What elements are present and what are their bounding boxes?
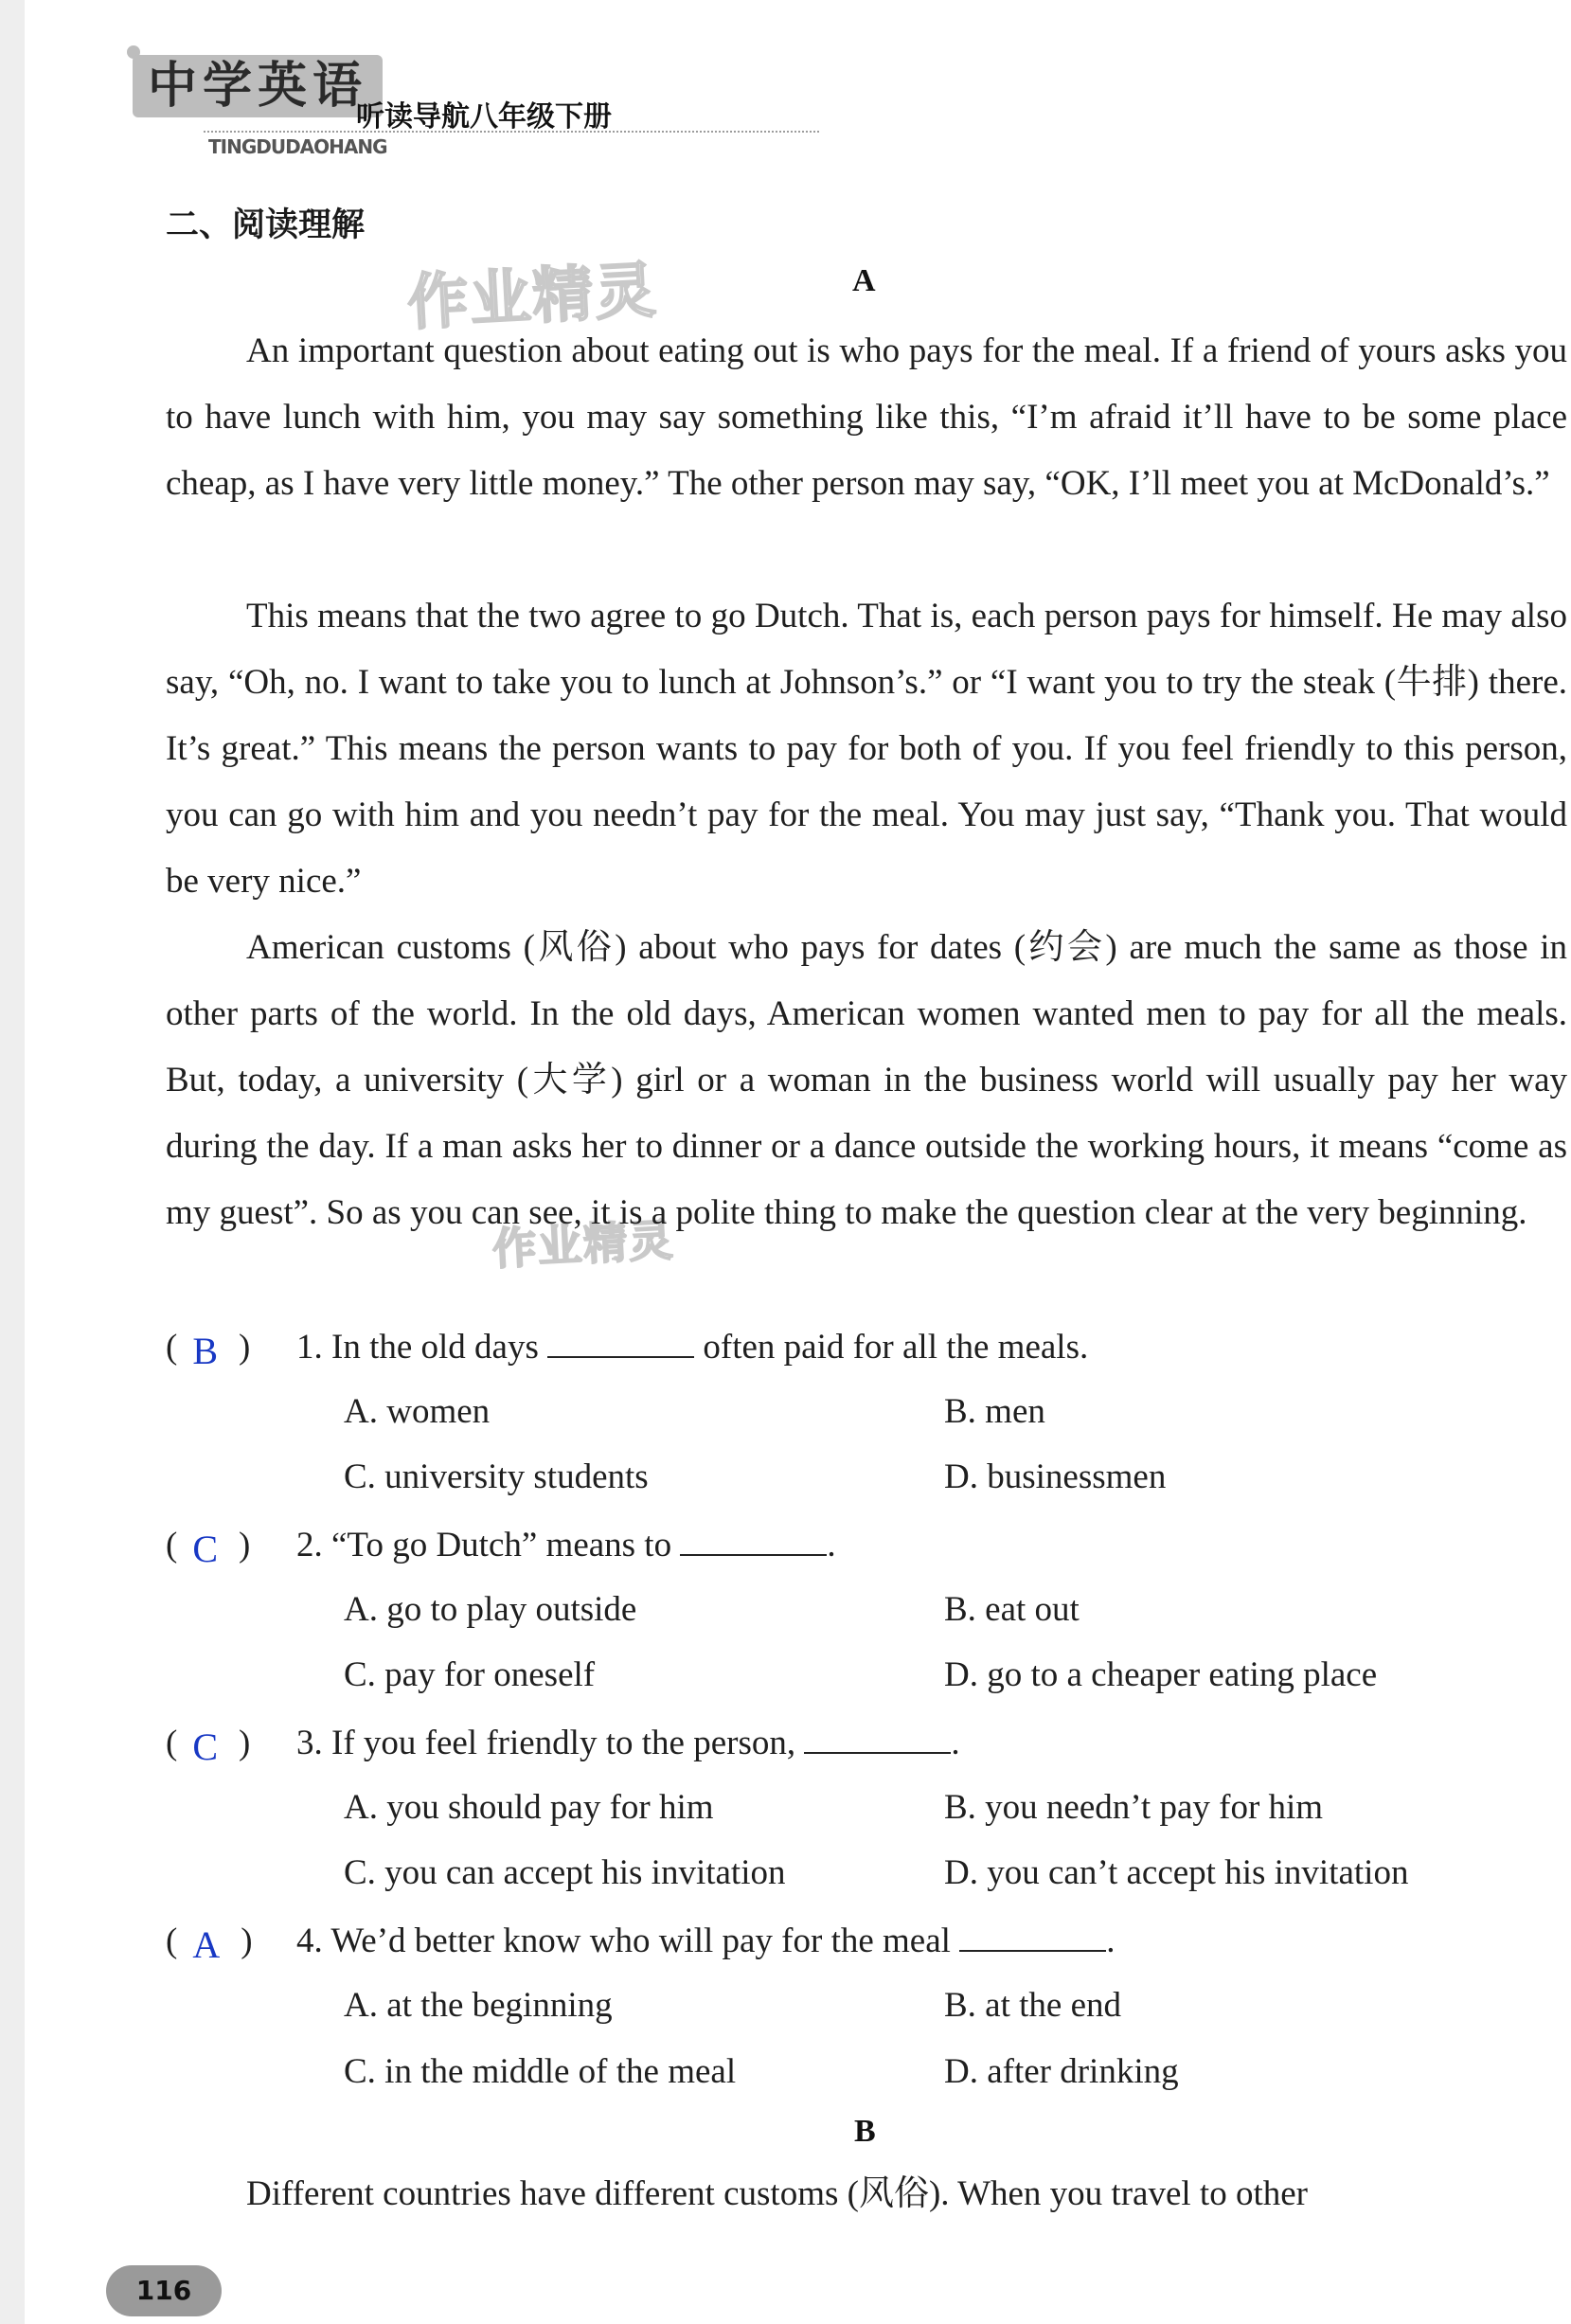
passage-a-paragraph: American customs (风俗) about who pays for dates (约会) are much the same as those in other parts of the world. In the old days, American women wanted men to pay for all the meals. But, today, a university (大学) girl or a woman in the business world will usually pay her way during the day. If a man asks her to dinner or a dance outside the working hours, it means “come as my guest”. So as you can see, it is a polite thing to make the question clear at the very beginning. — [166, 928, 1567, 1232]
question-stem: 2. “To go Dutch” means to — [296, 1526, 672, 1564]
answer-blank — [804, 1724, 951, 1754]
option-d: D. businessmen — [944, 1457, 1167, 1496]
answer-paren-close: ) — [239, 1526, 251, 1564]
answer-blank — [959, 1922, 1106, 1952]
brand-header — [133, 45, 720, 169]
question-3 — [166, 1718, 960, 1767]
answer-blank — [680, 1526, 827, 1556]
option-c: C. you can accept his invitation — [344, 1853, 786, 1892]
passage-a-paragraph: This means that the two agree to go Dutch. That is, each person pays for himself. He may also say, “Oh, no. I want to take you to lunch at Johnson’s.” or “I want you to try the steak (牛排) there. It’s great.” This means the person wants to pay for both of you. If you feel friendly to this person, you can go with him and you needn’t pay for the meal. You may just say, “Thank you. That would be very nice.” — [166, 597, 1567, 901]
section-title: 二、阅读理解 — [166, 206, 366, 244]
answer-blank — [547, 1328, 694, 1358]
passage-b-letter: B — [854, 2114, 876, 2149]
answer-paren-open: ( — [166, 1922, 178, 1960]
page-number: 116 — [106, 2265, 222, 2316]
answer-paren-open: ( — [166, 1526, 178, 1564]
question-1 — [166, 1322, 1088, 1371]
question-4 — [166, 1916, 1115, 1965]
option-a: A. at the beginning — [344, 1986, 613, 2025]
answer-mark: C — [192, 1725, 219, 1768]
question-stem-end: . — [951, 1724, 960, 1762]
answer-paren-open: ( — [166, 1328, 178, 1367]
option-b: B. you needn’t pay for him — [944, 1788, 1324, 1827]
option-b: B. eat out — [944, 1590, 1080, 1629]
brand-divider — [204, 131, 819, 133]
passage-a-letter: A — [852, 263, 876, 298]
option-d: D. you can’t accept his invitation — [944, 1853, 1409, 1892]
option-b: B. at the end — [944, 1986, 1122, 2025]
answer-mark: B — [192, 1330, 219, 1372]
brand-pinyin: TINGDUDAOHANG — [208, 135, 387, 158]
option-a: A. women — [344, 1392, 491, 1431]
answer-mark: A — [192, 1923, 221, 1966]
question-stem-end: . — [827, 1526, 836, 1564]
answer-paren-open: ( — [166, 1724, 178, 1762]
question-stem: 1. In the old days — [296, 1328, 539, 1367]
answer-paren-close: ) — [241, 1922, 253, 1960]
option-d: D. after drinking — [944, 2052, 1179, 2091]
option-a: A. go to play outside — [344, 1590, 637, 1629]
brand-title-box — [133, 55, 383, 117]
option-d: D. go to a cheaper eating place — [944, 1655, 1378, 1694]
question-2 — [166, 1520, 836, 1569]
option-c: C. university students — [344, 1457, 649, 1496]
option-a: A. you should pay for him — [344, 1788, 714, 1827]
brand-title: 中学英语 — [148, 58, 368, 115]
question-stem: 4. We’d better know who will pay for the meal — [296, 1922, 951, 1960]
answer-mark: C — [192, 1528, 219, 1570]
answer-paren-close: ) — [239, 1724, 251, 1762]
option-b: B. men — [944, 1392, 1045, 1431]
option-c: C. pay for oneself — [344, 1655, 596, 1694]
question-stem: 3. If you feel friendly to the person, — [296, 1724, 796, 1762]
question-stem-end: . — [1106, 1922, 1116, 1960]
brand-subtitle: 听读导航八年级下册 — [356, 100, 612, 134]
passage-a-paragraph: An important question about eating out is who pays for the meal. If a friend of yours asks you to have lunch with him, you may say something like this, “I’m afraid it’ll have to be some place cheap, as I have very little money.” The other person may say, “OK, I’ll meet you at McDonald’s.” — [166, 331, 1567, 503]
question-stem-end: often paid for all the meals. — [703, 1328, 1089, 1367]
passage-b-first-line: Different countries have different customs (风俗). When you travel to other — [246, 2174, 1308, 2213]
option-c: C. in the middle of the meal — [344, 2052, 737, 2091]
page-edge — [0, 0, 25, 2324]
watermark: 作业精灵 — [405, 256, 660, 339]
answer-paren-close: ) — [239, 1328, 251, 1367]
watermark: 作业精灵 — [491, 1214, 676, 1275]
